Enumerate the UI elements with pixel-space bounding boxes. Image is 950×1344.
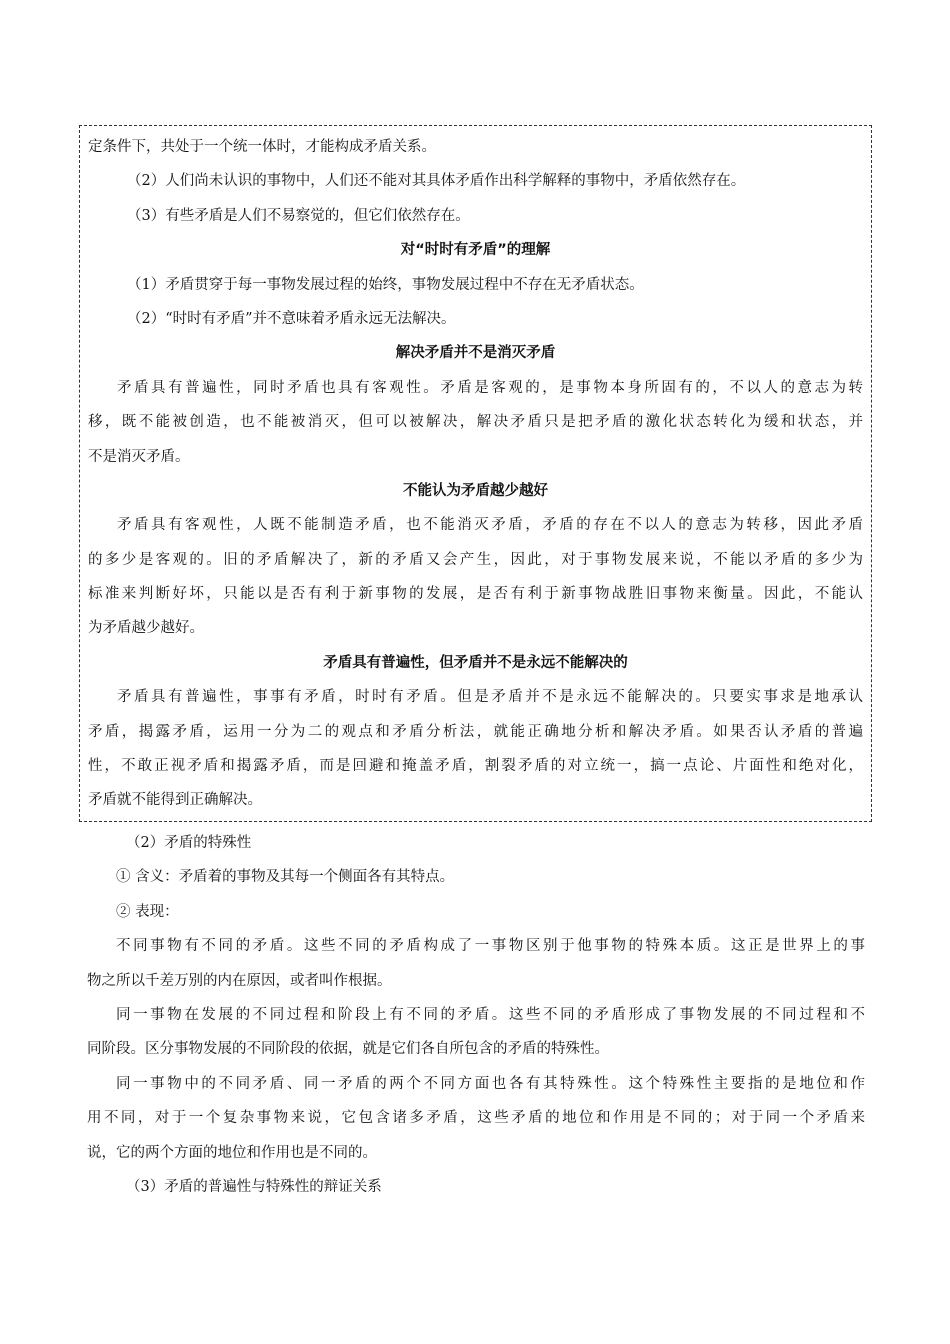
- paragraph-line: 不同事物有不同的矛盾。这些不同的矛盾构成了一事物区别于他事物的特殊本质。这正是世界上的事: [116, 938, 865, 955]
- box-paragraph: （2）人们尚未认识的事物中，人们还不能对其具体矛盾作出科学解释的事物中，矛盾依然存在。: [127, 173, 746, 190]
- box-paragraph-line: 的多少是客观的。旧的矛盾解决了，新的矛盾又会产生，因此，对于事物发展来说，不能以矛盾的多少为: [88, 551, 863, 568]
- box-paragraph: （1）矛盾贯穿于每一事物发展过程的始终，事物发展过程中不存在无矛盾状态。: [127, 276, 644, 293]
- box-paragraph-line: 矛盾具有普遍性，事事有矛盾，时时有矛盾。但是矛盾并不是永远不能解决的。只要实事求是地承认: [117, 689, 863, 706]
- manifestation-label: ② 表现：: [116, 903, 179, 920]
- box-paragraph-line: 标准来判断好坏，只能以是否有利于新事物的发展，是否有利于新事物战胜旧事物来衡量。因此，不能认: [88, 586, 863, 603]
- paragraph-line: 物之所以千差万别的内在原因，或者叫作根据。: [87, 972, 392, 989]
- box-paragraph: （3）有些矛盾是人们不易察觉的，但它们依然存在。: [127, 207, 470, 224]
- main-text: [87, 826, 865, 1204]
- section-heading: 矛盾具有普遍性，但矛盾并不是永远不能解决的: [323, 654, 628, 671]
- box-paragraph-line: 矛盾具有客观性，人既不能制造矛盾，也不能消灭矛盾，矛盾的存在不以人的意志为转移，因此矛盾: [117, 517, 863, 534]
- subsection-title: （3）矛盾的普遍性与特殊性的辩证关系: [126, 1178, 382, 1195]
- box-paragraph-line: 矛盾具有普遍性，同时矛盾也具有客观性。矛盾是客观的，是事物本身所固有的，不以人的意志为转: [117, 379, 863, 396]
- paragraph-line: 同阶段。区分事物发展的不同阶段的依据，就是它们各自所包含的矛盾的特殊性。: [87, 1041, 609, 1058]
- paragraph-line: 同一事物中的不同矛盾、同一矛盾的两个不同方面也各有其特殊性。这个特殊性主要指的是地位和作: [116, 1075, 865, 1092]
- box-paragraph: （2）“时时有矛盾”并不意味着矛盾永远无法解决。: [127, 310, 456, 327]
- box-paragraph-line: 为矛盾越少越好。: [88, 620, 204, 637]
- section-heading: 解决矛盾并不是消灭矛盾: [395, 345, 556, 362]
- box-paragraph-line: 矛盾，揭露矛盾，运用一分为二的观点和矛盾分析法，就能正确地分析和解决矛盾。如果否认矛盾的普遍: [88, 723, 863, 740]
- box-paragraph: 定条件下，共处于一个统一体时，才能构成矛盾关系。: [88, 139, 436, 155]
- section-heading: 不能认为矛盾越少越好: [403, 482, 548, 499]
- box-paragraph-line: 不是消灭矛盾。: [88, 448, 190, 465]
- subsection-title: （2）矛盾的特殊性: [126, 835, 252, 851]
- definition-item: ① 含义：矛盾着的事物及其每一个侧面各有其特点。: [116, 869, 455, 886]
- box-paragraph-line: 移，既不能被创造，也不能被消灭，但可以被解决，解决矛盾只是把矛盾的激化状态转化为缓和状态，并: [88, 414, 863, 431]
- paragraph-line: 说，它的两个方面的地位和作用也是不同的。: [87, 1144, 377, 1161]
- paragraph-line: 同一事物在发展的不同过程和阶段上有不同的矛盾。这些不同的矛盾形成了事物发展的不同过程和不: [116, 1006, 865, 1023]
- box-paragraph-line: 性，不敢正视矛盾和揭露矛盾，而是回避和掩盖矛盾，割裂矛盾的对立统一，搞一点论、片面性和绝对化，: [88, 758, 863, 775]
- box-paragraph-line: 矛盾就不能得到正确解决。: [88, 792, 262, 809]
- section-heading: 对“时时有矛盾”的理解: [400, 242, 551, 259]
- dashed-note-box: [79, 125, 872, 822]
- paragraph-line: 用不同，对于一个复杂事物来说，它包含诸多矛盾，这些矛盾的地位和作用是不同的；对于同一个矛盾来: [87, 1110, 865, 1127]
